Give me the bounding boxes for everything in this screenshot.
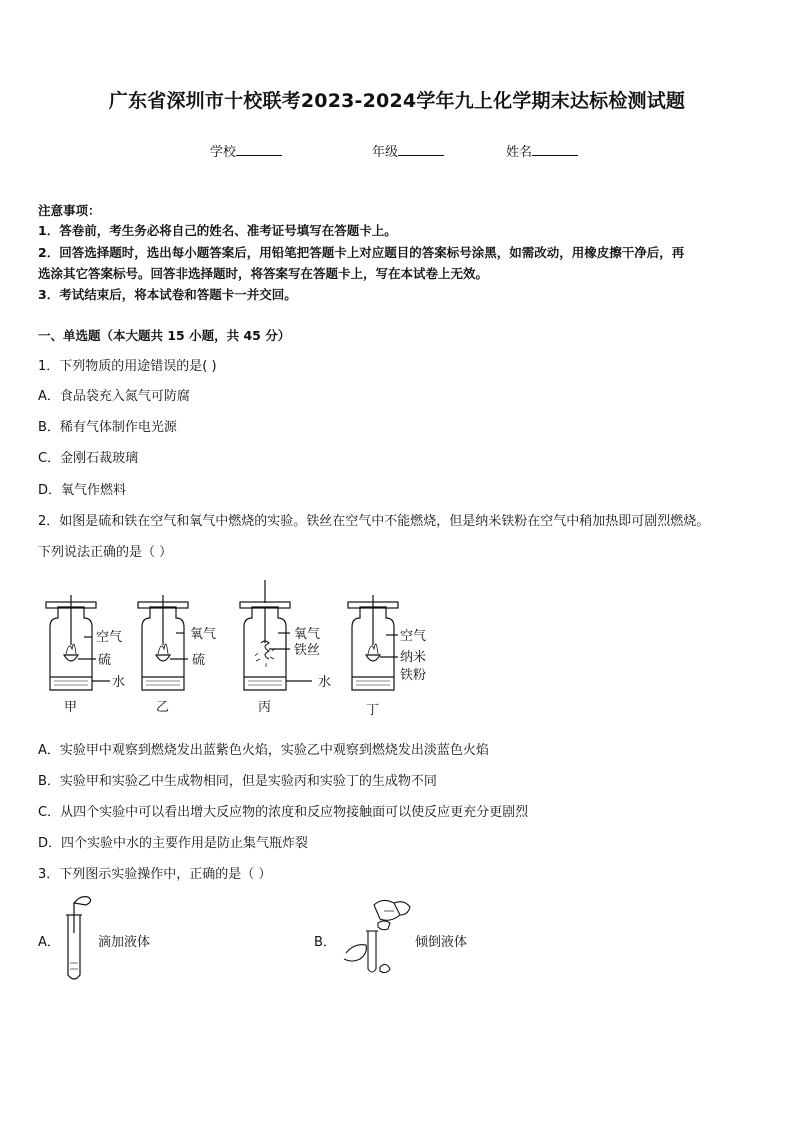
q1-option-b: B．稀有气体制作电光源 [38,420,177,435]
q2-stem-line1: 2．如图是硫和铁在空气和氧气中燃烧的实验。铁丝在空气中不能燃烧，但是纳米铁粉在空气中稍加热即可剧烈燃烧。 [38,514,710,529]
jar-label-yi: 乙 [156,700,170,715]
jar-ding [348,595,398,690]
school-label: 学校 [210,145,237,160]
name-field [506,141,578,160]
label-ding-nano: 纳米 [400,650,427,665]
q3-stem: 3．下列图示实验操作中，正确的是（ ） [38,867,272,882]
label-jia-water: 水 [112,675,126,690]
q3-option-b-letter: B． [314,935,336,950]
grade-field [372,141,444,160]
q2-option-d: D．四个实验中水的主要作用是防止集气瓶炸裂 [38,836,309,851]
q2-figure [36,575,456,720]
school-blank [236,143,282,156]
q3-option-a-text: 滴加液体 [98,935,151,950]
q1-option-a: A．食品袋充入氮气可防腐 [38,389,190,404]
jar-label-jia: 甲 [64,700,78,715]
notice-item: 选涂其它答案标号。回答非选择题时，将答案写在答题卡上，写在本试卷上无效。 [38,266,489,281]
q2-option-b: B．实验甲和实验乙中生成物相同，但是实验丙和实验丁的生成物不同 [38,774,437,789]
dropper-test-tube-illustration [60,893,100,985]
q3-option-b-text: 倾倒液体 [415,935,468,950]
jar-label-ding: 丁 [366,703,380,718]
label-ding-iron-powder: 铁粉 [400,668,427,683]
label-bing-iron-wire: 铁丝 [294,643,321,658]
q1-option-c: C．金刚石裁玻璃 [38,451,139,466]
grade-blank [398,143,444,156]
q2-option-a: A．实验甲中观察到燃烧发出蓝紫色火焰，实验乙中观察到燃烧发出淡蓝色火焰 [38,743,489,758]
section-heading: 一、单选题（本大题共 15 小题，共 45 分） [38,328,291,343]
page-title: 广东省深圳市十校联考2023-2024学年九上化学期末达标检测试题 [108,90,686,112]
name-label: 姓名 [506,145,533,160]
notice-item: 1．答卷前，考生务必将自己的姓名、准考证号填写在答题卡上。 [38,223,397,238]
q2-stem-line2: 下列说法正确的是（ ） [38,545,173,560]
notice-item: 3．考试结束后，将本试卷和答题卡一并交回。 [38,287,297,302]
label-yi-oxygen: 氧气 [190,627,217,642]
school-field [210,141,282,160]
label-ding-air: 空气 [400,629,427,644]
notice-heading: 注意事项： [38,203,101,218]
jar-yi [138,595,188,690]
label-bing-water: 水 [318,675,332,690]
q3-option-a-letter: A． [38,935,60,950]
name-blank [532,143,578,156]
label-jia-sulfur: 硫 [98,653,112,668]
notice-item: 2．回答选择题时，选出每小题答案后，用铅笔把答题卡上对应题目的答案标号涂黑，如需改动，用橡皮擦干净后，再 [38,245,685,260]
pouring-liquid-illustration [338,893,416,985]
jar-label-bing: 丙 [258,700,272,715]
q2-option-c: C．从四个实验中可以看出增大反应物的浓度和反应物接触面可以使反应更充分更剧烈 [38,805,529,820]
grade-label: 年级 [372,145,399,160]
q1-option-d: D．氧气作燃料 [38,483,127,498]
q1-stem: 1．下列物质的用途错误的是( ) [38,359,217,374]
label-yi-sulfur: 硫 [192,653,206,668]
label-jia-air: 空气 [96,630,123,645]
label-bing-oxygen: 氧气 [294,627,321,642]
